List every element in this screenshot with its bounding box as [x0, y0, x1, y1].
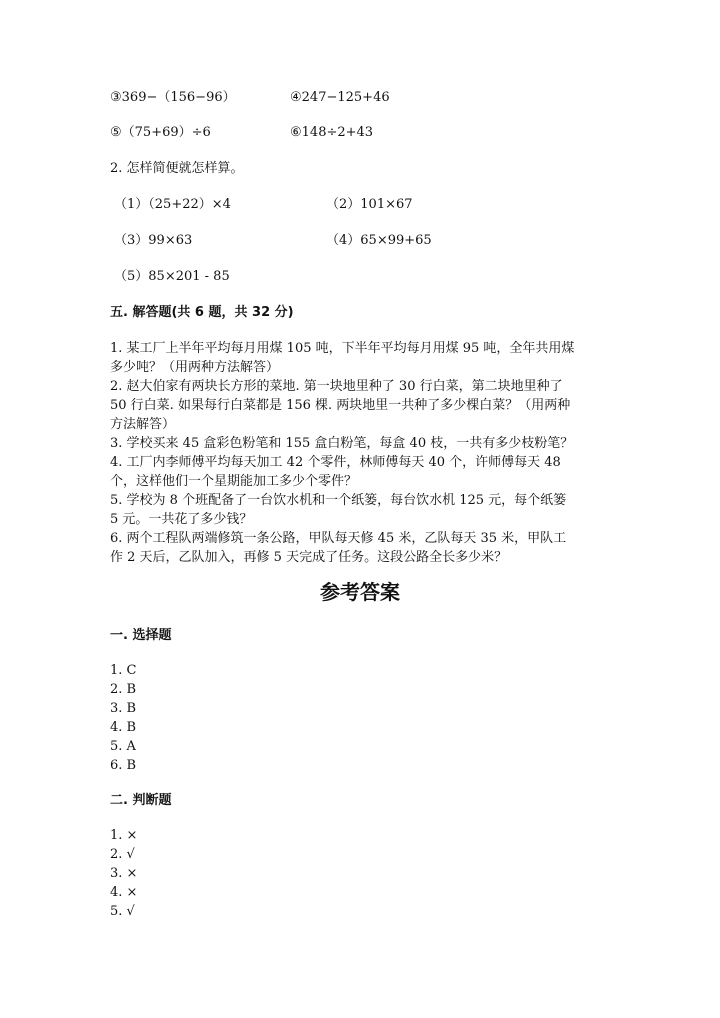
- calc-item-6: ⑥148÷2+43: [290, 125, 374, 140]
- problem-line: 50 行白菜. 如果每行白菜都是 156 棵. 两块地里一共种了多少棵白菜？（用两种: [110, 398, 571, 413]
- section-5-heading: 五. 解答题(共 6 题，共 32 分): [110, 305, 294, 320]
- answers-part2-heading: 二. 判断题: [110, 793, 172, 808]
- calc-item-5: ⑤（75+69）÷6: [110, 125, 211, 140]
- calc-item-3: ③369−（156−96）: [110, 90, 236, 105]
- answers-part2-list: [110, 826, 137, 921]
- answer-item: 2. B: [110, 682, 137, 697]
- answer-key-title: 参考答案: [320, 580, 400, 604]
- simple-calc-1: （1）（25+22）×4: [114, 197, 231, 212]
- problem-line: 5. 学校为 8 个班配备了一台饮水机和一个纸篓，每台饮水机 125 元，每个纸篓: [110, 493, 567, 508]
- answer-item: 2. √: [110, 847, 135, 862]
- problem-line: 6. 两个工程队两端修筑一条公路，甲队每天修 45 米，乙队每天 35 米，甲队工: [110, 531, 567, 546]
- problem-line: 5 元。一共花了多少钱？: [110, 512, 253, 527]
- answer-item: 3. B: [110, 701, 137, 716]
- problem-line: 2. 赵大伯家有两块长方形的菜地. 第一块地里种了 30 行白菜，第二块地里种了: [110, 379, 563, 394]
- simple-calc-5: （5）85×201 - 85: [114, 269, 230, 284]
- answer-item: 1. ×: [110, 828, 138, 843]
- problem-line: 4. 工厂内李师傅平均每天加工 42 个零件，林师傅每天 40 个，许师傅每天 48: [110, 455, 561, 470]
- answer-item: 4. B: [110, 720, 137, 735]
- answer-item: 5. √: [110, 904, 135, 919]
- answers-part1-list: [110, 661, 136, 775]
- answer-item: 5. A: [110, 739, 136, 754]
- simple-calc-3: （3）99×63: [114, 233, 193, 248]
- problem-line: 1. 某工厂上半年平均每月用煤 105 吨，下半年平均每月用煤 95 吨，全年共用煤: [110, 341, 575, 356]
- answer-item: 6. B: [110, 758, 137, 773]
- answers-part1-heading: 一. 选择题: [110, 628, 172, 643]
- calc-item-4: ④247−125+46: [290, 90, 390, 105]
- problem-line: 个，这样他们一个星期能加工多少个零件？: [110, 474, 358, 489]
- question-2-title: 2. 怎样简便就怎样算。: [110, 161, 244, 176]
- answer-item: 4. ×: [110, 885, 138, 900]
- problem-line: 3. 学校买来 45 盒彩色粉笔和 155 盒白粉笔，每盒 40 枝，一共有多少枝粉笔？: [110, 436, 574, 451]
- problem-line: 方法解答）: [110, 417, 176, 432]
- problem-line: 作 2 天后，乙队加入，再修 5 天完成了任务。这段公路全长多少米？: [110, 550, 508, 565]
- simple-calc-4: （4）65×99+65: [326, 233, 432, 248]
- problem-line: 多少吨？（用两种方法解答）: [110, 360, 280, 375]
- simple-calc-2: （2）101×67: [326, 197, 413, 212]
- answer-item: 3. ×: [110, 866, 138, 881]
- answer-item: 1. C: [110, 663, 137, 678]
- word-problems: [110, 339, 574, 567]
